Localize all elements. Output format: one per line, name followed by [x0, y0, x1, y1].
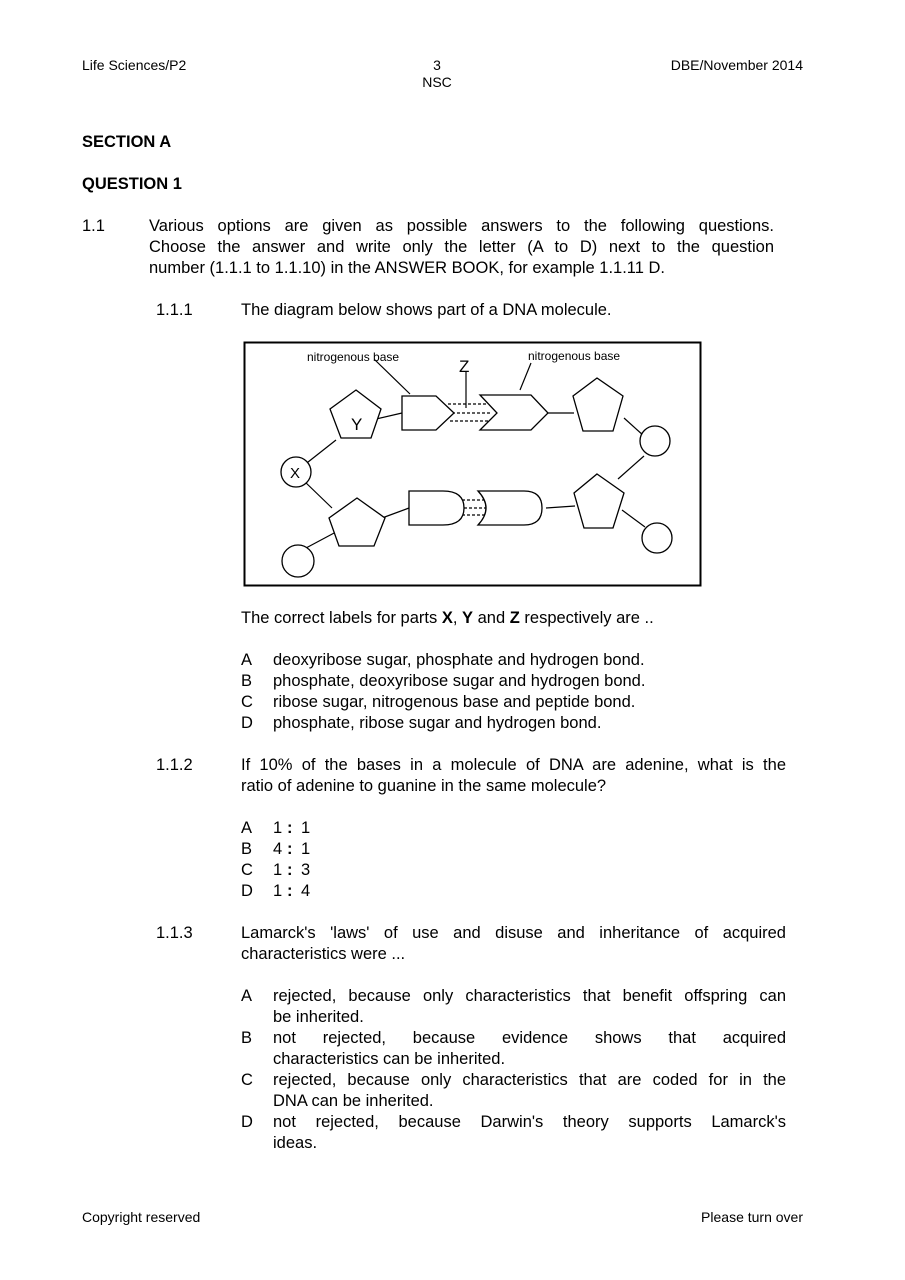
- prompt-and: and: [473, 609, 510, 627]
- label-nitrogenous-base-left: nitrogenous base: [307, 350, 400, 364]
- question-stem-1-1-3-line-1: Lamarck's 'laws' of use and disuse and inheritance of acquired: [241, 924, 786, 942]
- option-letter: A: [241, 987, 253, 1005]
- question-stem-1-1-3-line-2: characteristics were ...: [241, 945, 406, 963]
- section-title: SECTION A: [82, 133, 172, 151]
- prompt-y: Y: [462, 609, 474, 627]
- label-z: Z: [459, 357, 470, 376]
- option-text: phosphate, ribose sugar and hydrogen bond.: [273, 714, 602, 732]
- ratio-right: 3: [301, 861, 311, 879]
- question-number-1-1-1: 1.1.1: [156, 301, 193, 319]
- ratio-right: 1: [301, 840, 311, 858]
- option-letter: A: [241, 819, 253, 837]
- question-number-1-1-3: 1.1.3: [156, 924, 193, 942]
- option-text-line-2: DNA can be inherited.: [273, 1092, 434, 1110]
- phosphate-circle: [640, 426, 670, 456]
- header-nsc: NSC: [422, 74, 452, 90]
- footer-copyright: Copyright reserved: [82, 1209, 201, 1225]
- question-stem-1-1-1: The diagram below shows part of a DNA molecule.: [241, 301, 612, 319]
- ratio-sep: :: [287, 882, 293, 900]
- prompt-x: X: [441, 609, 453, 627]
- option-ratio: [273, 839, 786, 860]
- instructions-line-3: number (1.1.1 to 1.1.10) in the ANSWER BOOK, for example 1.1.11 D.: [149, 259, 666, 277]
- option-text-line-1: not rejected, because Darwin's theory supports Lamarck's: [273, 1113, 786, 1131]
- instructions-line-1: Various options are given as possible answers to the following questions.: [149, 217, 774, 235]
- option-letter: D: [241, 714, 253, 732]
- ratio-left: 1: [273, 819, 283, 837]
- question-title: QUESTION 1: [82, 175, 182, 193]
- question-stem-1-1-2-line-1: If 10% of the bases in a molecule of DNA are adenine, what is the: [241, 756, 786, 774]
- option-letter: C: [241, 693, 253, 711]
- option-ratio: [273, 860, 786, 881]
- option-letter: D: [241, 882, 253, 900]
- instructions-line-2: Choose the answer and write only the letter (A to D) next to the question: [149, 238, 774, 256]
- ratio-right: 4: [301, 882, 311, 900]
- option-text: phosphate, deoxyribose sugar and hydrogen bond.: [273, 672, 646, 690]
- ratio-sep: :: [287, 840, 293, 858]
- option-text-line-2: characteristics can be inherited.: [273, 1050, 506, 1068]
- question-stem-1-1-2-line-2: ratio of adenine to guanine in the same molecule?: [241, 777, 607, 795]
- header-subject: Life Sciences/P2: [82, 57, 187, 73]
- label-x: X: [290, 465, 301, 482]
- nitrogenous-base-cupped: [478, 491, 542, 525]
- option-letter: A: [241, 651, 253, 669]
- option-text: ribose sugar, nitrogenous base and peptide bond.: [273, 693, 636, 711]
- page-number: 3: [433, 57, 441, 73]
- option-text-line-1: not rejected, because evidence shows that acquired: [273, 1029, 786, 1047]
- option-1-1-3-c[interactable]: [241, 1070, 786, 1112]
- header-date: DBE/November 2014: [670, 57, 803, 73]
- question-number-1-1-2: 1.1.2: [156, 756, 193, 774]
- question-prompt-1-1-1: [241, 608, 654, 629]
- footer-turn-over: Please turn over: [701, 1209, 803, 1225]
- prompt-z: Z: [509, 609, 520, 627]
- option-letter: B: [241, 672, 253, 690]
- option-text-line-2: be inherited.: [273, 1008, 364, 1026]
- diagram-frame: [245, 343, 701, 586]
- option-1-1-3-b[interactable]: [241, 1028, 786, 1070]
- option-ratio: [273, 818, 786, 839]
- phosphate-circle: [282, 545, 314, 577]
- option-letter: D: [241, 1113, 253, 1131]
- label-nitrogenous-base-right: nitrogenous base: [528, 349, 621, 363]
- prompt-pre: The correct labels for parts: [241, 609, 442, 627]
- option-letter: C: [241, 861, 253, 879]
- ratio-right: 1: [301, 819, 311, 837]
- option-text-line-1: rejected, because only characteristics that benefit offspring can: [273, 987, 786, 1005]
- dna-diagram: [240, 338, 706, 590]
- option-letter: B: [241, 1029, 253, 1047]
- label-y: Y: [351, 415, 363, 434]
- option-1-1-3-d[interactable]: [241, 1112, 786, 1154]
- option-ratio: [273, 881, 786, 902]
- option-text-line-2: ideas.: [273, 1134, 318, 1152]
- prompt-post: respectively are ..: [519, 609, 654, 627]
- nitrogenous-base-rounded: [409, 491, 464, 525]
- question-number-1-1: 1.1: [82, 217, 105, 235]
- option-letter: C: [241, 1071, 253, 1089]
- option-1-1-3-a[interactable]: [241, 986, 786, 1028]
- ratio-sep: :: [287, 819, 293, 837]
- option-text-line-1: rejected, because only characteristics that are coded for in the: [273, 1071, 786, 1089]
- option-text: deoxyribose sugar, phosphate and hydrogen bond.: [273, 651, 645, 669]
- option-letter: B: [241, 840, 253, 858]
- prompt-comma: ,: [452, 609, 463, 627]
- phosphate-circle: [642, 523, 672, 553]
- ratio-left: 1: [273, 861, 283, 879]
- ratio-left: 1: [273, 882, 283, 900]
- ratio-sep: :: [287, 861, 293, 879]
- ratio-left: 4: [273, 840, 283, 858]
